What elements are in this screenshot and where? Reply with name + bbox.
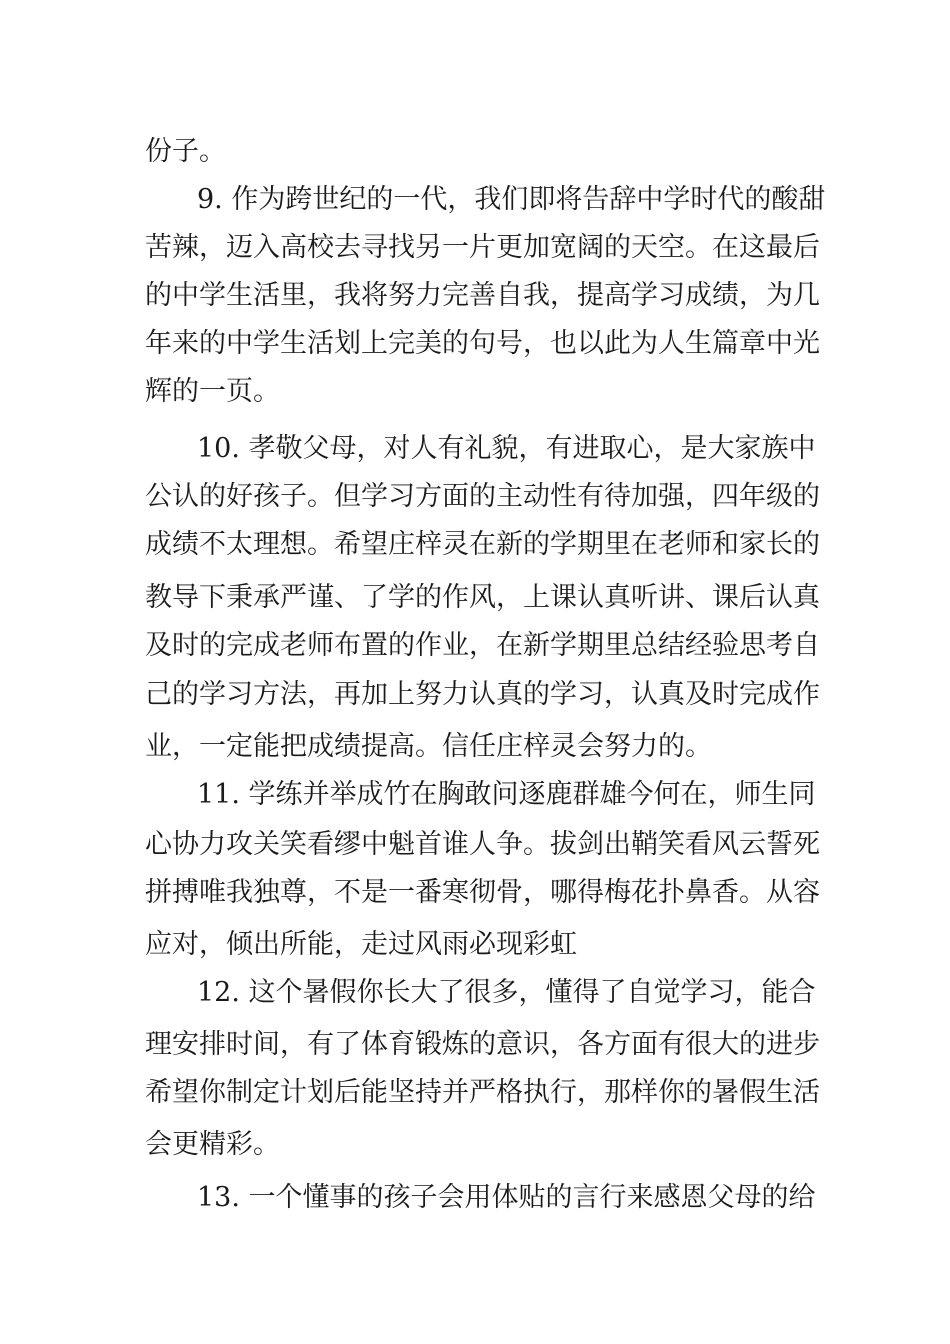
text-line: 教导下秉承严谨、了学的作风，上课认真听讲、课后认真 — [145, 582, 820, 613]
paragraph-13-line-1: 13. 一个懂事的孩子会用体贴的言行来感恩父母的给 — [197, 1182, 816, 1213]
paragraph-10-line-1: 10. 孝敬父母，对人有礼貌，有进取心，是大家族中 — [197, 433, 816, 464]
text-line: 理安排时间，有了体育锻炼的意识，各方面有很大的进步 — [145, 1029, 820, 1060]
text-line: 希望你制定计划后能坚持并严格执行，那样你的暑假生活 — [145, 1077, 820, 1108]
text-line: 己的学习方法，再加上努力认真的学习，认真及时完成作 — [145, 679, 820, 710]
text-line: 应对，倾出所能，走过风雨必现彩虹 — [145, 929, 577, 960]
text-line: 会更精彩。 — [145, 1129, 280, 1160]
text-line: 拼搏唯我独尊，不是一番寒彻骨，哪得梅花扑鼻香。从容 — [145, 877, 820, 908]
text-line: 年来的中学生活划上完美的句号，也以此为人生篇章中光 — [145, 328, 820, 359]
text-line: 份子。 — [145, 136, 226, 167]
text-line: 的中学生活里，我将努力完善自我，提高学习成绩，为几 — [145, 280, 820, 311]
text-line: 心协力攻关笑看缪中魁首谁人争。拔剑出鞘笑看风云誓死 — [145, 829, 820, 860]
text-line: 成绩不太理想。希望庄梓灵在新的学期里在老师和家长的 — [145, 529, 820, 560]
text-line: 苦辣，迈入高校去寻找另一片更加宽阔的天空。在这最后 — [145, 232, 820, 263]
text-line: 及时的完成老师布置的作业，在新学期里总结经验思考自 — [145, 630, 820, 661]
paragraph-11-line-1: 11. 学练并举成竹在胸敢问逐鹿群雄今何在，师生同 — [197, 779, 816, 810]
paragraph-12-line-1: 12. 这个暑假你长大了很多，懂得了自觉学习，能合 — [197, 977, 816, 1008]
paragraph-9-line-1: 9. 作为跨世纪的一代，我们即将告辞中学时代的酸甜 — [197, 184, 826, 215]
text-line: 业，一定能把成绩提高。信任庄梓灵会努力的。 — [145, 731, 712, 762]
text-line: 公认的好孩子。但学习方面的主动性有待加强，四年级的 — [145, 481, 820, 512]
text-line: 辉的一页。 — [145, 376, 280, 407]
